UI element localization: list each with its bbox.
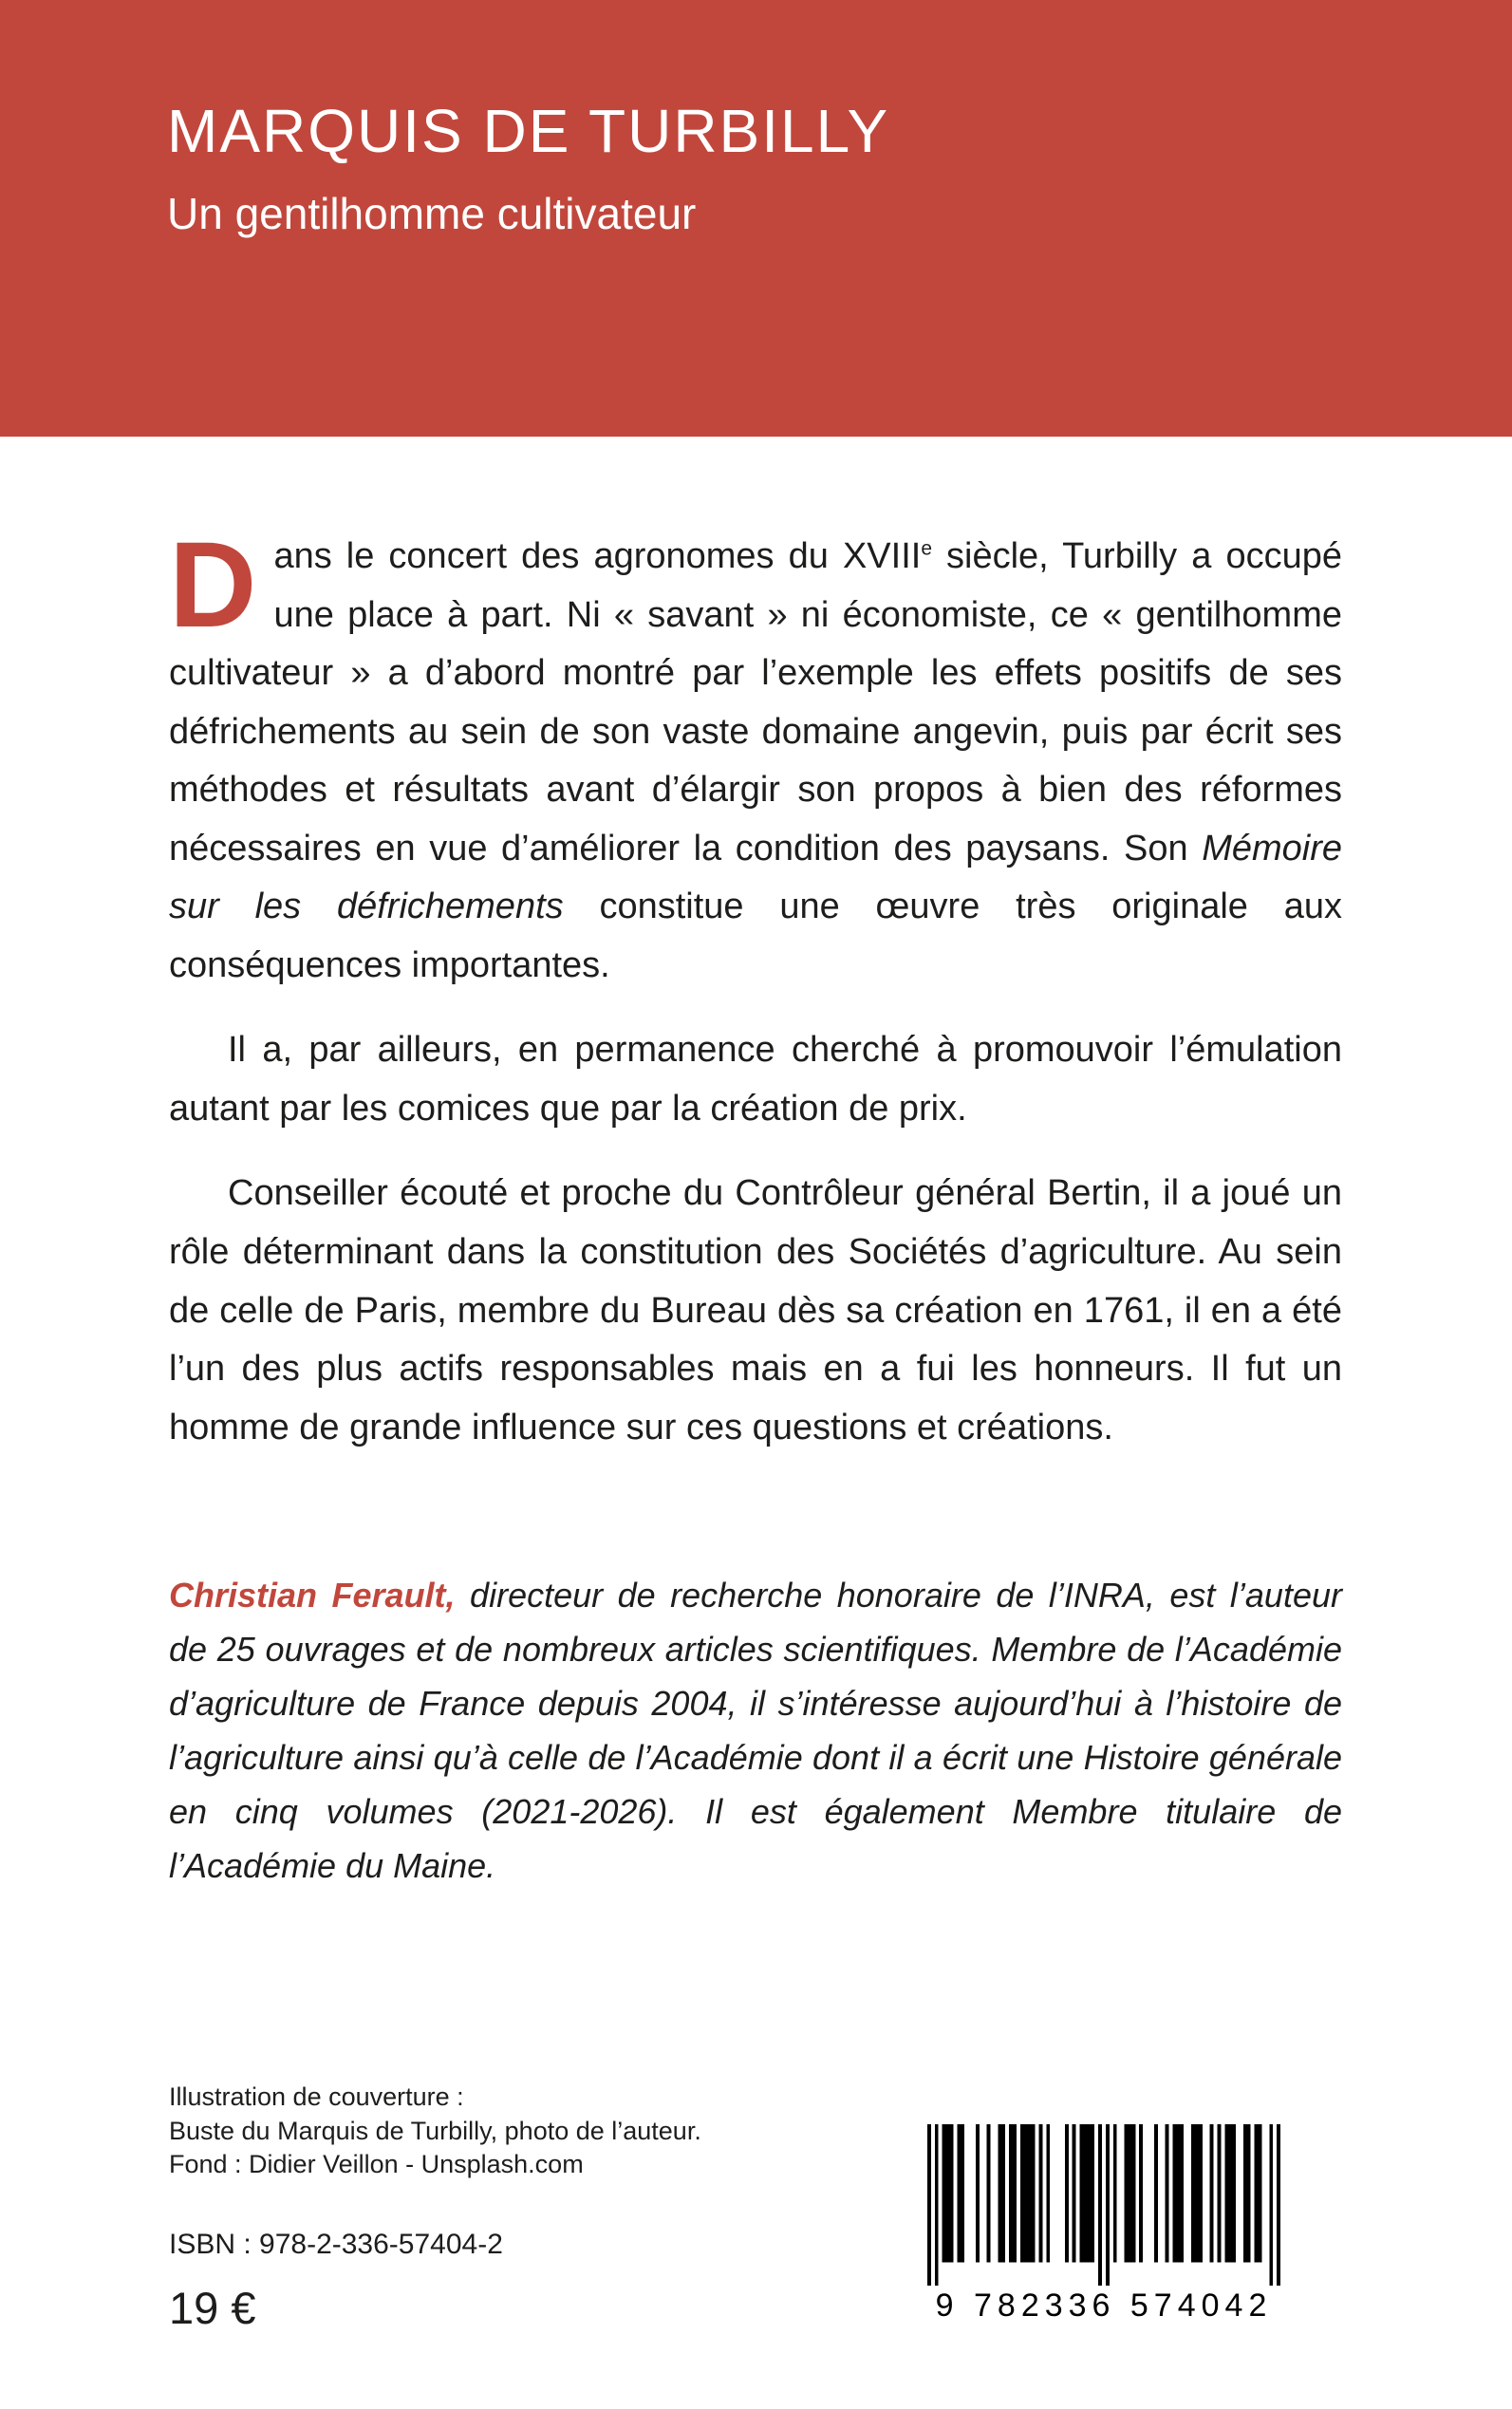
credit-line-2: Buste du Marquis de Turbilly, photo de l’auteur. — [169, 2116, 701, 2145]
book-title: MARQUIS DE TURBILLY — [167, 97, 890, 165]
price: 19 € — [169, 2283, 256, 2333]
ordinal-superscript: e — [921, 537, 932, 560]
dropcap: D — [169, 517, 257, 653]
work-title: Mémoire sur les défrichements — [169, 828, 1342, 927]
synopsis-paragraph-1 — [169, 517, 1342, 995]
author-bio — [169, 1569, 1342, 1893]
title-band — [0, 0, 1512, 437]
paragraph-text-end: constitue une œuvre très originale aux conséquences importantes. — [169, 887, 1342, 985]
barcode — [927, 2124, 1280, 2325]
credit-line-3: Fond : Didier Veillon - Unsplash.com — [169, 2150, 584, 2179]
synopsis-paragraph-3: Conseiller écouté et proche du Contrôleur général Bertin, il a joué un rôle déterminant dans la constitution des Sociétés d’agriculture. Au sein de celle de Paris, membre du Bureau dès sa création en 1761, il en a été l’un des plus actifs responsables mais en a fui les honneurs. Il fut un homme de grande influence sur ces questions et créations. — [169, 1173, 1342, 1447]
barcode-digits: 9 782336 574042 — [935, 2288, 1273, 2324]
paragraph-text-mid: siècle, Turbilly a occupé une place à part. Ni « savant » ni économiste, ce « gentilhomme cultivateur » a d’abord montré par l’exemple les effets positifs de ses défrichements au sein de son vaste domaine angevin, puis par écrit ses méthodes et résultats avant d’élargir son propos à bien des réformes nécessaires en vue d’améliorer la condition des paysans. Son — [169, 536, 1342, 868]
book-subtitle: Un gentilhomme cultivateur — [167, 189, 697, 238]
credit-line-1: Illustration de couverture : — [169, 2082, 464, 2111]
cover-credits — [169, 2081, 701, 2182]
author-bio-text: directeur de recherche honoraire de l’INRA, est l’auteur de 25 ouvrages et de nombreux articles scientifiques. Membre de l’Académie d’agriculture de France depuis 2004, il s’intéresse aujourd’hui à l’histoire de l’agriculture ainsi qu’à celle de l’Académie dont il a écrit une Histoire générale en cinq volumes (2021-2026). Il est également Membre titulaire de l’Académie du Maine. — [169, 1576, 1342, 1885]
paragraph-text-start: ans le concert des agronomes du XVIII — [273, 536, 922, 576]
synopsis-paragraph-2: Il a, par ailleurs, en permanence cherché à promouvoir l’émulation autant par les comices que par la création de prix. — [169, 1030, 1342, 1129]
isbn: ISBN : 978-2-336-57404-2 — [169, 2229, 503, 2260]
barcode-bars — [927, 2124, 1280, 2286]
author-name: Christian Ferault, — [169, 1576, 456, 1615]
synopsis — [169, 517, 1342, 1457]
